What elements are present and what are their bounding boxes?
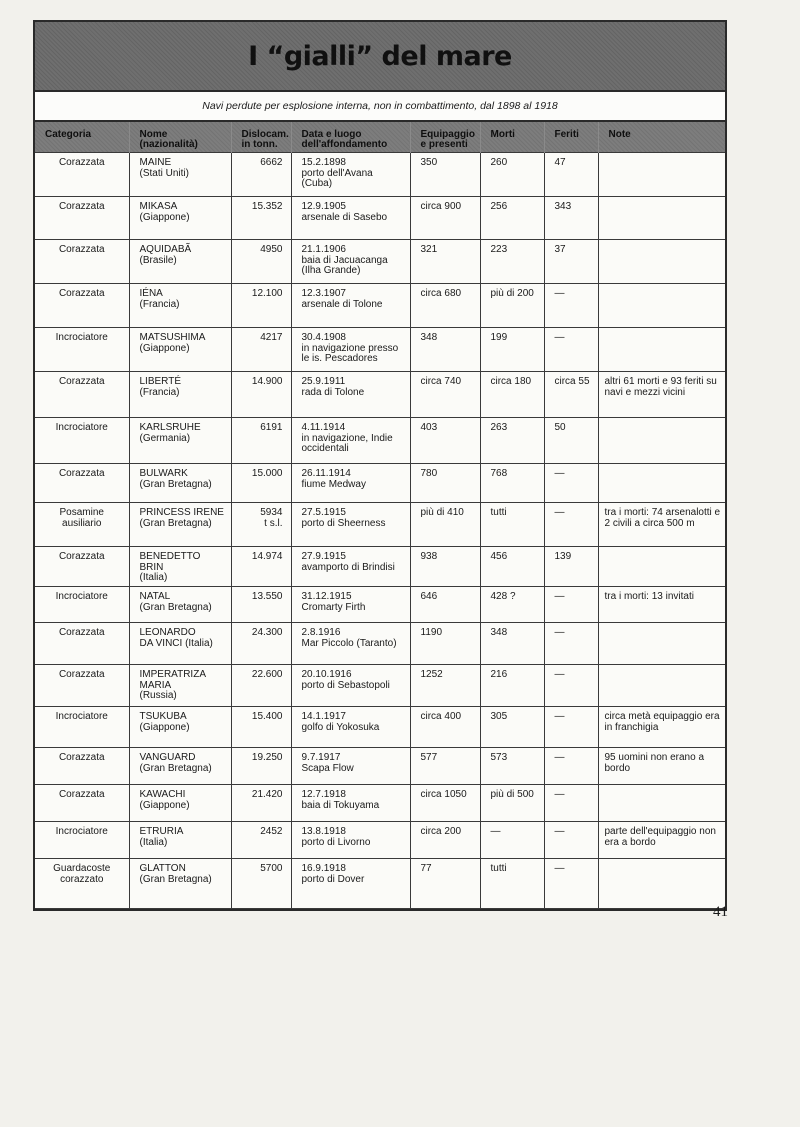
cell-category: Corazzata xyxy=(35,623,129,665)
cell-wounded: — xyxy=(544,859,598,909)
cell-crew: 1190 xyxy=(410,623,480,665)
cell-displacement: 13.550 xyxy=(231,587,291,623)
cell-wounded: 47 xyxy=(544,153,598,197)
cell-crew: circa 740 xyxy=(410,372,480,418)
cell-wounded: 343 xyxy=(544,197,598,240)
cell-wounded: 37 xyxy=(544,240,598,284)
cell-displacement: 5934 t s.l. xyxy=(231,503,291,547)
cell-date-place: 4.11.1914 in navigazione, Indie occidentali xyxy=(291,418,410,464)
cell-name: LIBERTÉ (Francia) xyxy=(129,372,231,418)
cell-dead: 768 xyxy=(480,464,544,503)
cell-crew: circa 1050 xyxy=(410,785,480,822)
cell-date-place: 20.10.1916 porto di Sebastopoli xyxy=(291,665,410,707)
cell-date-place: 21.1.1906 baia di Jacuacanga (Ilha Grande) xyxy=(291,240,410,284)
cell-crew: circa 680 xyxy=(410,284,480,328)
cell-crew: 780 xyxy=(410,464,480,503)
cell-notes xyxy=(598,859,725,909)
cell-notes xyxy=(598,240,725,284)
cell-name: BULWARK (Gran Bretagna) xyxy=(129,464,231,503)
cell-displacement: 12.100 xyxy=(231,284,291,328)
cell-displacement: 4950 xyxy=(231,240,291,284)
cell-crew: 350 xyxy=(410,153,480,197)
cell-displacement: 21.420 xyxy=(231,785,291,822)
cell-name: MIKASA (Giappone) xyxy=(129,197,231,240)
title-band xyxy=(35,22,725,90)
cell-category: Incrociatore xyxy=(35,707,129,748)
header-wounded: Feriti xyxy=(544,122,598,153)
cell-dead: 456 xyxy=(480,547,544,587)
cell-dead: circa 180 xyxy=(480,372,544,418)
cell-name: IÉNA (Francia) xyxy=(129,284,231,328)
cell-notes: 95 uomini non erano a bordo xyxy=(598,748,725,785)
cell-wounded: — xyxy=(544,284,598,328)
table-row xyxy=(35,587,725,623)
cell-date-place: 25.9.1911 rada di Tolone xyxy=(291,372,410,418)
header-displacement: Dislocam. in tonn. xyxy=(231,122,291,153)
cell-wounded: 50 xyxy=(544,418,598,464)
cell-crew: circa 400 xyxy=(410,707,480,748)
cell-date-place: 30.4.1908 in navigazione presso le is. Pescadores xyxy=(291,328,410,372)
cell-notes: parte dell'equipaggio non era a bordo xyxy=(598,822,725,859)
cell-name: BENEDETTO BRIN (Italia) xyxy=(129,547,231,587)
cell-category: Corazzata xyxy=(35,547,129,587)
ship-losses-table xyxy=(35,122,725,909)
cell-crew: 403 xyxy=(410,418,480,464)
cell-dead: 305 xyxy=(480,707,544,748)
table-row xyxy=(35,503,725,547)
cell-wounded: — xyxy=(544,665,598,707)
cell-displacement: 15.000 xyxy=(231,464,291,503)
cell-name: VANGUARD (Gran Bretagna) xyxy=(129,748,231,785)
cell-wounded: — xyxy=(544,748,598,785)
cell-wounded: — xyxy=(544,707,598,748)
cell-displacement: 24.300 xyxy=(231,623,291,665)
cell-displacement: 22.600 xyxy=(231,665,291,707)
cell-name: LEONARDO DA VINCI (Italia) xyxy=(129,623,231,665)
cell-date-place: 16.9.1918 porto di Dover xyxy=(291,859,410,909)
cell-dead: 260 xyxy=(480,153,544,197)
cell-category: Corazzata xyxy=(35,785,129,822)
cell-category: Corazzata xyxy=(35,284,129,328)
cell-dead: 256 xyxy=(480,197,544,240)
cell-notes xyxy=(598,785,725,822)
cell-category: Corazzata xyxy=(35,197,129,240)
cell-date-place: 9.7.1917 Scapa Flow xyxy=(291,748,410,785)
cell-wounded: — xyxy=(544,587,598,623)
cell-name: TSUKUBA (Giappone) xyxy=(129,707,231,748)
cell-category: Corazzata xyxy=(35,748,129,785)
table-row xyxy=(35,822,725,859)
table-row xyxy=(35,284,725,328)
cell-dead: — xyxy=(480,822,544,859)
cell-name: MAINE (Stati Uniti) xyxy=(129,153,231,197)
table-body xyxy=(35,153,725,909)
cell-displacement: 6191 xyxy=(231,418,291,464)
page-number: 41 xyxy=(713,904,728,920)
cell-notes: tra i morti: 74 arsenalotti e 2 civili a circa 500 m xyxy=(598,503,725,547)
cell-date-place: 2.8.1916 Mar Piccolo (Taranto) xyxy=(291,623,410,665)
cell-category: Posamine ausiliario xyxy=(35,503,129,547)
table-row xyxy=(35,859,725,909)
cell-category: Corazzata xyxy=(35,240,129,284)
cell-notes xyxy=(598,547,725,587)
cell-category: Incrociatore xyxy=(35,822,129,859)
cell-dead: 199 xyxy=(480,328,544,372)
cell-name: GLATTON (Gran Bretagna) xyxy=(129,859,231,909)
cell-displacement: 15.352 xyxy=(231,197,291,240)
table-row xyxy=(35,153,725,197)
table-subtitle: Navi perdute per esplosione interna, non in combattimento, dal 1898 al 1918 xyxy=(35,90,725,122)
cell-name: MATSUSHIMA (Giappone) xyxy=(129,328,231,372)
cell-name: KARLSRUHE (Germania) xyxy=(129,418,231,464)
cell-crew: 646 xyxy=(410,587,480,623)
cell-name: KAWACHI (Giappone) xyxy=(129,785,231,822)
cell-displacement: 6662 xyxy=(231,153,291,197)
cell-dead: 223 xyxy=(480,240,544,284)
cell-category: Incrociatore xyxy=(35,328,129,372)
cell-dead: più di 200 xyxy=(480,284,544,328)
table-row xyxy=(35,748,725,785)
cell-name: IMPERATRIZA MARIA (Russia) xyxy=(129,665,231,707)
cell-dead: 573 xyxy=(480,748,544,785)
cell-wounded: — xyxy=(544,822,598,859)
cell-notes xyxy=(598,418,725,464)
cell-notes: circa metà equipaggio era in franchigia xyxy=(598,707,725,748)
cell-category: Corazzata xyxy=(35,372,129,418)
cell-category: Corazzata xyxy=(35,464,129,503)
cell-name: ETRURIA (Italia) xyxy=(129,822,231,859)
table-header-row xyxy=(35,122,725,153)
cell-crew: 77 xyxy=(410,859,480,909)
ship-losses-table-panel xyxy=(33,20,727,911)
table-row xyxy=(35,197,725,240)
cell-date-place: 13.8.1918 porto di Livorno xyxy=(291,822,410,859)
page-title: I “gialli” del mare xyxy=(248,40,512,72)
cell-notes: tra i morti: 13 invitati xyxy=(598,587,725,623)
cell-wounded: circa 55 xyxy=(544,372,598,418)
cell-dead: 263 xyxy=(480,418,544,464)
cell-crew: più di 410 xyxy=(410,503,480,547)
cell-crew: 321 xyxy=(410,240,480,284)
cell-wounded: 139 xyxy=(544,547,598,587)
cell-date-place: 15.2.1898 porto dell'Avana (Cuba) xyxy=(291,153,410,197)
header-notes: Note xyxy=(598,122,725,153)
cell-date-place: 27.5.1915 porto di Sheerness xyxy=(291,503,410,547)
cell-category: Incrociatore xyxy=(35,587,129,623)
header-crew: Equipaggio e presenti xyxy=(410,122,480,153)
cell-category: Incrociatore xyxy=(35,418,129,464)
header-name: Nome (nazionalità) xyxy=(129,122,231,153)
cell-displacement: 5700 xyxy=(231,859,291,909)
cell-wounded: — xyxy=(544,464,598,503)
cell-notes xyxy=(598,284,725,328)
cell-name: NATAL (Gran Bretagna) xyxy=(129,587,231,623)
cell-dead: 348 xyxy=(480,623,544,665)
cell-dead: tutti xyxy=(480,503,544,547)
cell-wounded: — xyxy=(544,328,598,372)
cell-date-place: 27.9.1915 avamporto di Brindisi xyxy=(291,547,410,587)
cell-displacement: 4217 xyxy=(231,328,291,372)
cell-displacement: 2452 xyxy=(231,822,291,859)
table-row xyxy=(35,623,725,665)
cell-notes xyxy=(598,464,725,503)
cell-dead: più di 500 xyxy=(480,785,544,822)
table-row xyxy=(35,372,725,418)
cell-date-place: 14.1.1917 golfo di Yokosuka xyxy=(291,707,410,748)
table-row xyxy=(35,240,725,284)
cell-notes xyxy=(598,665,725,707)
cell-notes xyxy=(598,153,725,197)
cell-dead: 428 ? xyxy=(480,587,544,623)
cell-date-place: 31.12.1915 Cromarty Firth xyxy=(291,587,410,623)
header-category: Categoria xyxy=(35,122,129,153)
cell-date-place: 26.11.1914 fiume Medway xyxy=(291,464,410,503)
cell-notes: altri 61 morti e 93 feriti su navi e mezzi vicini xyxy=(598,372,725,418)
cell-crew: circa 900 xyxy=(410,197,480,240)
cell-wounded: — xyxy=(544,503,598,547)
table-row xyxy=(35,464,725,503)
cell-name: AQUIDABÃ (Brasile) xyxy=(129,240,231,284)
cell-notes xyxy=(598,197,725,240)
cell-displacement: 14.974 xyxy=(231,547,291,587)
table-row xyxy=(35,547,725,587)
cell-displacement: 15.400 xyxy=(231,707,291,748)
cell-date-place: 12.9.1905 arsenale di Sasebo xyxy=(291,197,410,240)
cell-notes xyxy=(598,328,725,372)
cell-date-place: 12.7.1918 baia di Tokuyama xyxy=(291,785,410,822)
cell-crew: 348 xyxy=(410,328,480,372)
cell-displacement: 19.250 xyxy=(231,748,291,785)
cell-crew: 938 xyxy=(410,547,480,587)
table-row xyxy=(35,665,725,707)
cell-dead: tutti xyxy=(480,859,544,909)
cell-crew: 1252 xyxy=(410,665,480,707)
header-date-place: Data e luogo dell'affondamento xyxy=(291,122,410,153)
cell-date-place: 12.3.1907 arsenale di Tolone xyxy=(291,284,410,328)
cell-crew: circa 200 xyxy=(410,822,480,859)
table-row xyxy=(35,785,725,822)
table-row xyxy=(35,328,725,372)
table-row xyxy=(35,707,725,748)
cell-displacement: 14.900 xyxy=(231,372,291,418)
cell-category: Corazzata xyxy=(35,153,129,197)
cell-wounded: — xyxy=(544,623,598,665)
cell-category: Corazzata xyxy=(35,665,129,707)
cell-category: Guardacoste corazzato xyxy=(35,859,129,909)
cell-crew: 577 xyxy=(410,748,480,785)
table-row xyxy=(35,418,725,464)
cell-wounded: — xyxy=(544,785,598,822)
cell-notes xyxy=(598,623,725,665)
header-dead: Morti xyxy=(480,122,544,153)
cell-dead: 216 xyxy=(480,665,544,707)
cell-name: PRINCESS IRENE (Gran Bretagna) xyxy=(129,503,231,547)
